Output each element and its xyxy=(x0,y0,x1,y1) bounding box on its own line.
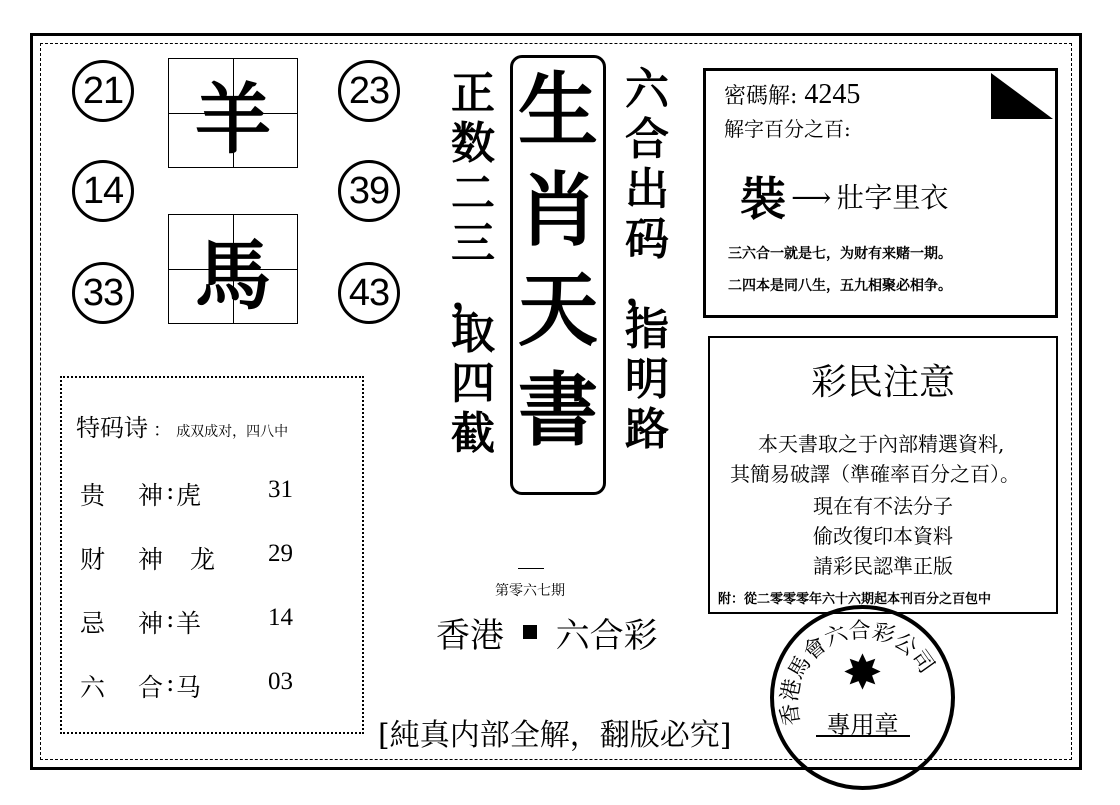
code-label: 密碼解: xyxy=(724,84,798,109)
row-char: 合 xyxy=(138,673,164,702)
notice-line: 偷改復印本資料 xyxy=(813,524,953,548)
row-sep: : xyxy=(166,668,175,697)
row-number: 03 xyxy=(268,668,293,695)
vchar: 码 xyxy=(625,214,669,265)
seal-underline xyxy=(816,735,910,737)
vchar: ， xyxy=(625,264,669,315)
number-circle: 39 xyxy=(338,160,400,222)
vchar: 出 xyxy=(625,164,669,215)
notice-line: 其簡易破譯（準確率百分之百）。 xyxy=(730,462,1020,486)
seal-stamp xyxy=(770,605,955,790)
zodiac-char-bottom: 馬 xyxy=(195,230,271,320)
row-number: 14 xyxy=(268,604,293,631)
issue-rule xyxy=(518,568,544,569)
row-char: 神 xyxy=(138,545,164,574)
brand-right: 六合彩 xyxy=(555,616,658,656)
number-circle: 14 xyxy=(72,160,134,222)
code-line xyxy=(724,79,860,111)
row-char: 忌 xyxy=(80,609,106,638)
key-line xyxy=(740,163,948,229)
vchar: 数 xyxy=(451,118,495,169)
key-char: 裝 xyxy=(740,172,786,226)
vchar: 六 xyxy=(625,64,669,115)
notice-line: 本天書取之于內部精選資料, xyxy=(758,432,1005,456)
row-char: 神 xyxy=(138,481,164,510)
vertical-text-left xyxy=(448,68,498,462)
notice-panel xyxy=(708,336,1058,614)
code-panel xyxy=(703,68,1058,318)
title-char: 生 xyxy=(518,63,598,157)
row-number: 31 xyxy=(268,476,293,503)
corner-triangle-icon xyxy=(991,73,1053,119)
vchar: 取 xyxy=(451,308,495,359)
decode-label: 解字百分之百: xyxy=(724,117,851,141)
notice-line: 請彩民認準正版 xyxy=(813,554,953,578)
vchar: 三 xyxy=(451,218,495,269)
notice-line: 現在有不法分子 xyxy=(813,494,953,518)
seal-star-icon: ✸ xyxy=(842,645,883,701)
title-char: 肖 xyxy=(518,163,598,257)
vchar: 指 xyxy=(625,304,669,355)
vchar: 正 xyxy=(451,68,495,119)
poem-panel xyxy=(60,376,364,734)
row-animal: 马 xyxy=(176,673,202,702)
seal-center-text: 專用章 xyxy=(826,711,899,739)
zodiac-grid-bottom xyxy=(168,214,298,324)
vchar: 四 xyxy=(451,358,495,409)
vchar: 路 xyxy=(625,404,669,455)
number-circle: 43 xyxy=(338,262,400,324)
vchar: 截 xyxy=(451,408,495,459)
number-circle: 23 xyxy=(338,60,400,122)
notice-footnote: 附：從二零零零年六十六期起本刊百分之百包中 xyxy=(718,592,992,607)
row-char: 神 xyxy=(138,609,164,638)
row-char: 六 xyxy=(80,673,106,702)
title-char: 天 xyxy=(518,263,598,357)
row-sep: : xyxy=(166,476,175,505)
vchar: 明 xyxy=(625,354,669,405)
zodiac-char-top: 羊 xyxy=(195,74,271,164)
row-animal: 羊 xyxy=(176,609,202,638)
row-char: 财 xyxy=(80,545,106,574)
issue-label: 第零六七期 xyxy=(495,583,565,599)
arrow-icon: ⟶ xyxy=(791,181,832,214)
notice-title: 彩民注意 xyxy=(810,362,955,403)
row-number: 29 xyxy=(268,540,293,567)
code-verse-1: 三六合一就是七，为财有来赌一期。 xyxy=(728,246,952,262)
poem-text: 成双成对，四八中 xyxy=(176,424,289,440)
poem-colon: ： xyxy=(153,420,172,441)
vchar: 合 xyxy=(625,114,669,165)
square-bullet-icon xyxy=(523,625,537,639)
page-title xyxy=(510,63,606,470)
row-sep: : xyxy=(166,604,175,633)
vchar: ， xyxy=(451,268,495,319)
brand-left: 香港 xyxy=(436,616,504,656)
svg-text:香港馬會六合彩公司: 香港馬會六合彩公司 xyxy=(777,618,939,728)
code-verse-2: 二四本是同八生，五九相聚必相争。 xyxy=(728,278,952,294)
brand xyxy=(436,608,658,657)
row-char: 贵 xyxy=(80,481,106,510)
number-circle: 33 xyxy=(72,262,134,324)
vchar: 二 xyxy=(451,168,495,219)
code-value: 4245 xyxy=(804,79,861,110)
title-char: 書 xyxy=(518,363,598,457)
row-animal: 龙 xyxy=(190,545,216,574)
key-explain: 壯字里衣 xyxy=(836,181,949,214)
vertical-text-right xyxy=(622,64,672,458)
poem-heading xyxy=(76,408,288,443)
row-animal: 虎 xyxy=(176,481,202,510)
number-circle: 21 xyxy=(72,60,134,122)
zodiac-grid-top xyxy=(168,58,298,168)
poem-label: 特码诗 xyxy=(76,414,148,442)
footer-text: [純真内部全解，翻版必究] xyxy=(378,718,732,753)
